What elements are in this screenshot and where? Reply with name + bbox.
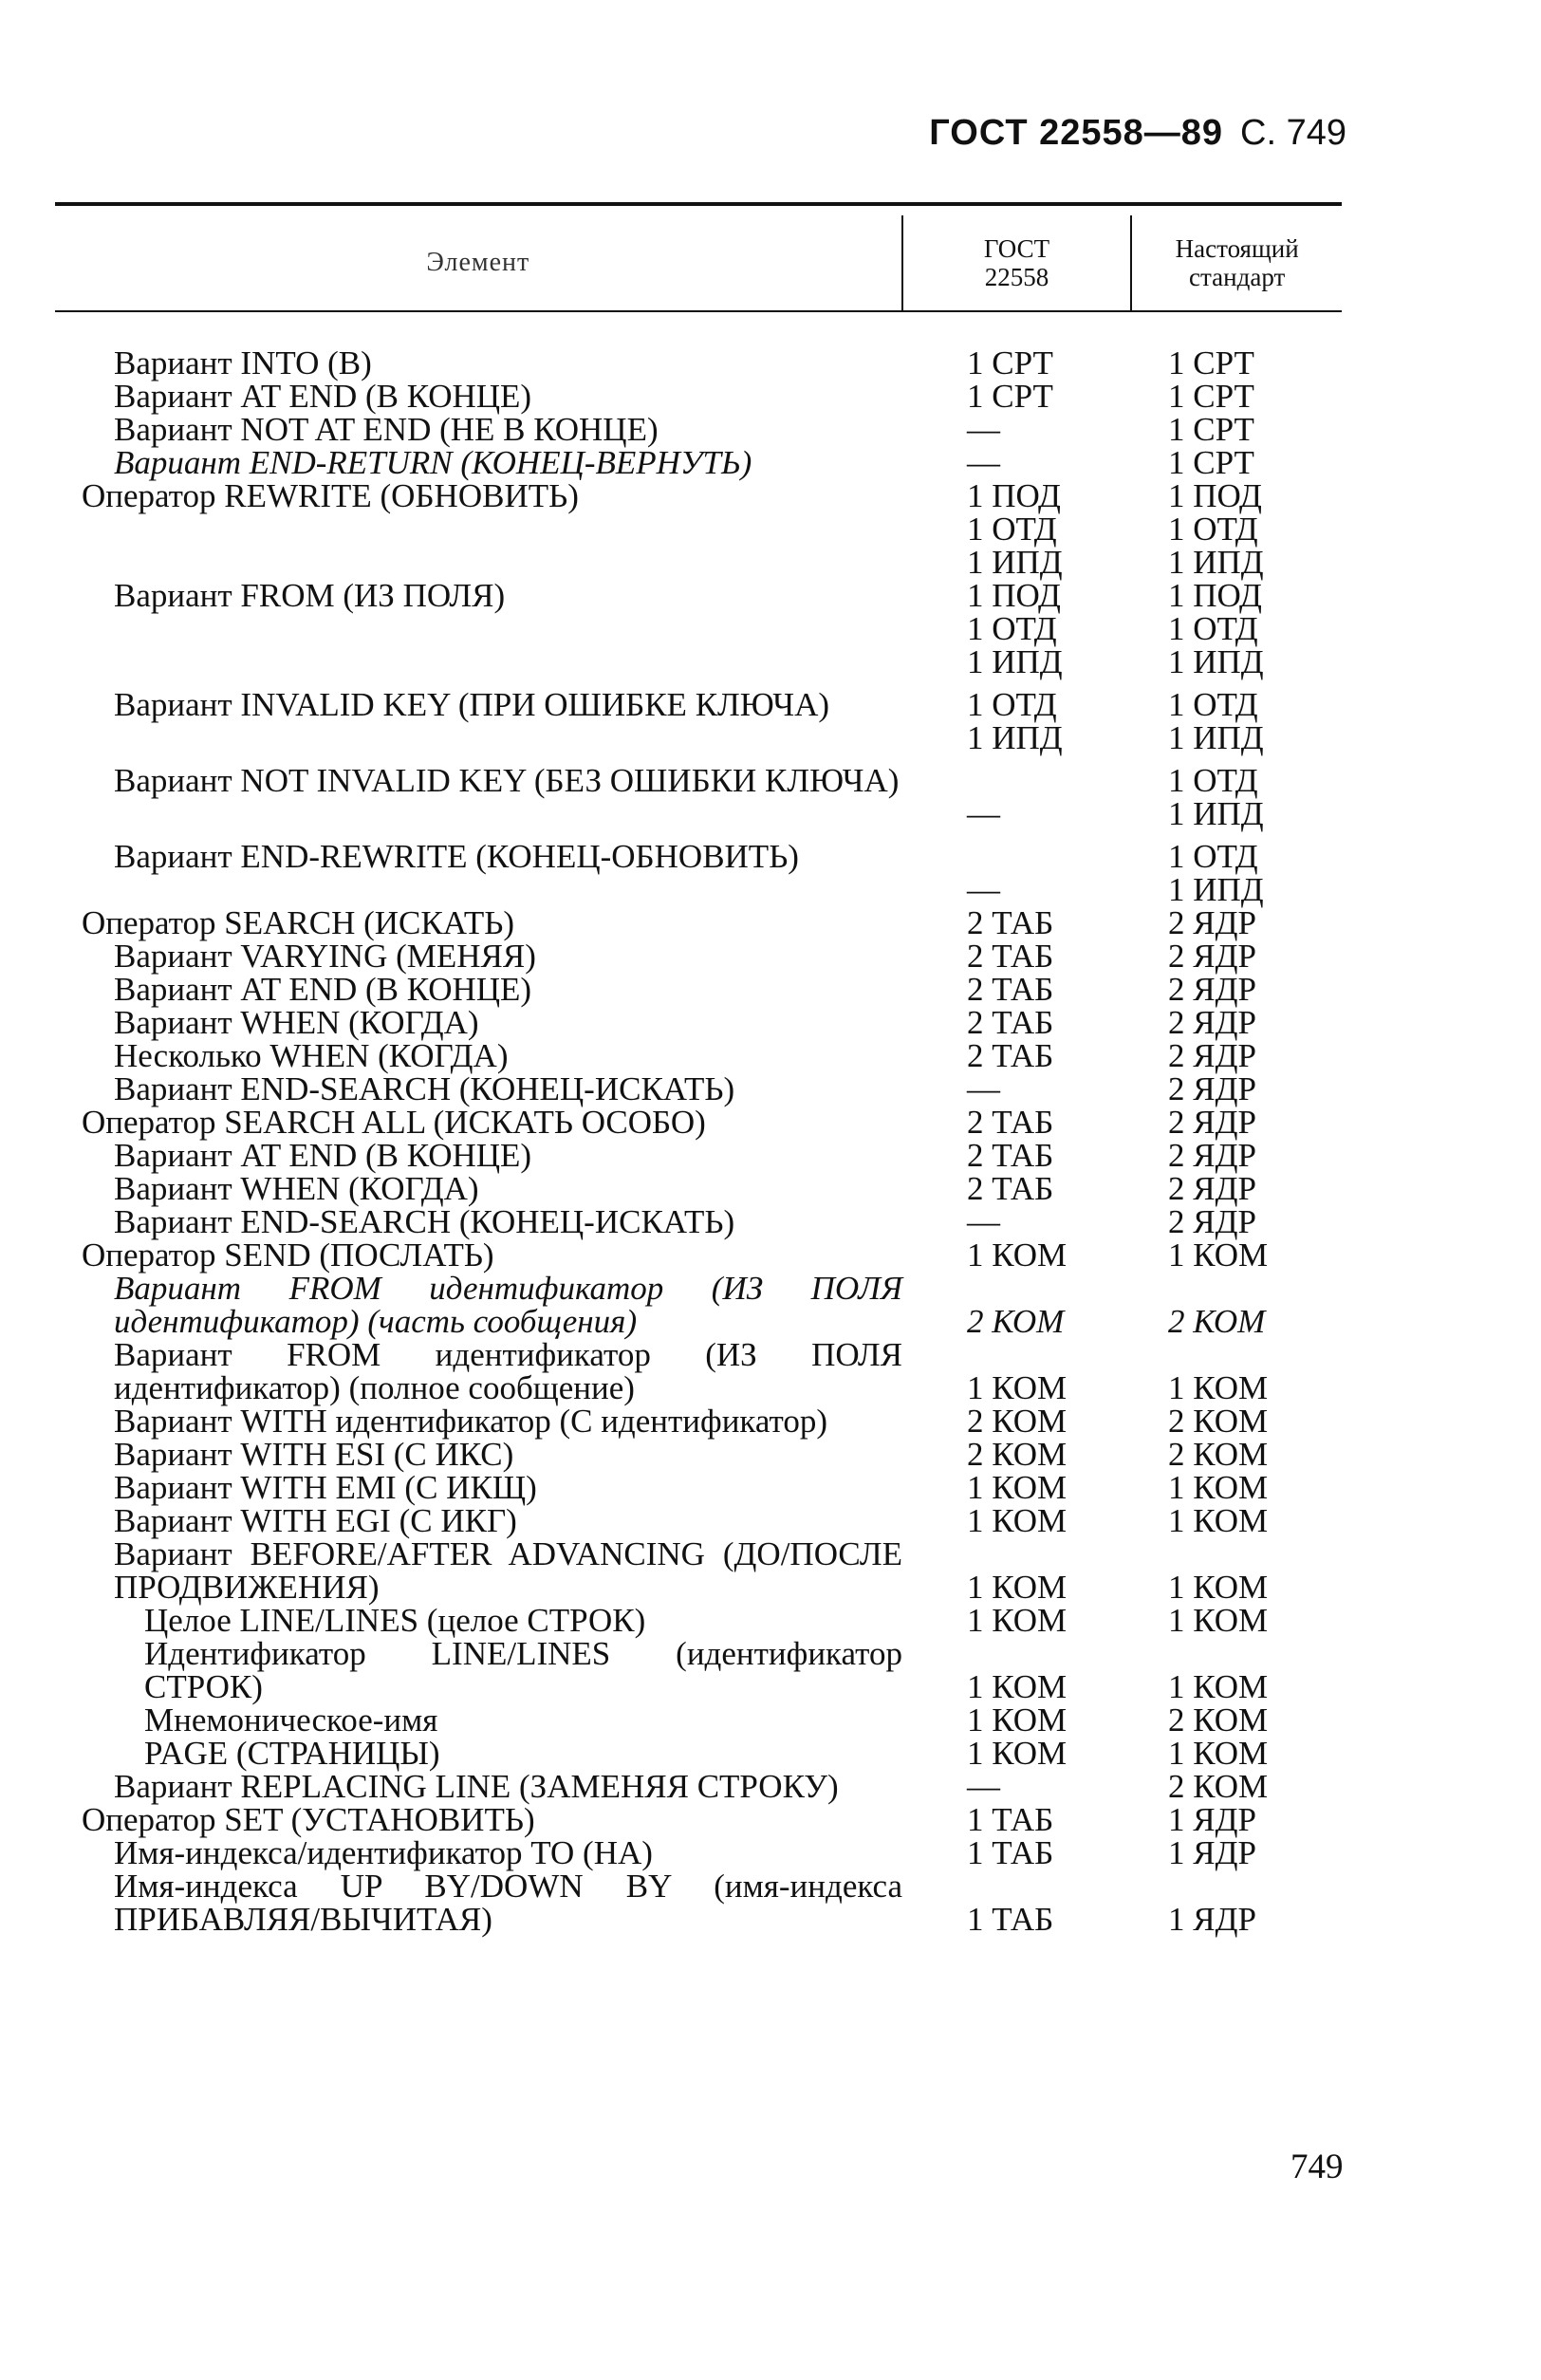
table-top-rule [55, 202, 1342, 206]
element-cell: Вариант END-RETURN (КОНЕЦ-ВЕРНУТЬ) [114, 444, 752, 481]
standard-cell [1130, 688, 1340, 754]
standard-cell [1130, 840, 1340, 906]
standard-value: 1 КОМ [1168, 1469, 1269, 1506]
gost-value: — [967, 411, 1000, 448]
element-cell: Вариант WITH ESI (С ИКС) [114, 1436, 514, 1473]
table-row [55, 1172, 1342, 1205]
standard-value: 1 ИПД [1168, 643, 1264, 680]
gost-cell [902, 1537, 1130, 1604]
table-row [55, 1106, 1342, 1139]
element-cell: Вариант FROM идентификатор (ИЗ ПОЛЯ идентификатор) (полное сообщение) [114, 1336, 911, 1406]
standard-cell [1130, 579, 1340, 679]
standard-cell [1130, 1006, 1340, 1039]
standard-cell [1130, 1039, 1340, 1072]
standard-value: 2 ЯДР [1168, 904, 1256, 941]
standard-cell [1130, 1770, 1340, 1803]
gost-value: 2 ТАБ [967, 971, 1054, 1008]
standard-value: 1 ОТД [1168, 511, 1258, 548]
gost-value: 1 КОМ [967, 1236, 1068, 1274]
table-row [55, 479, 1342, 579]
table-row [55, 1072, 1342, 1106]
gost-value: 1 КОМ [967, 1602, 1068, 1639]
table-row [55, 1604, 1342, 1637]
gost-value: 2 ТАБ [967, 938, 1054, 975]
gost-cell [902, 1438, 1130, 1471]
standard-cell [1130, 1803, 1340, 1836]
gost-value: 2 ТАБ [967, 1004, 1054, 1041]
standard-value: 1 КОМ [1168, 1668, 1269, 1705]
standard-cell [1130, 1836, 1340, 1869]
gost-cell [902, 346, 1130, 380]
gost-cell [902, 1072, 1130, 1106]
table-row [55, 1637, 1342, 1703]
table-header [55, 215, 1342, 310]
element-cell: Вариант END-SEARCH (КОНЕЦ-ИСКАТЬ) [114, 1070, 735, 1107]
element-cell: Вариант WHEN (КОГДА) [114, 1170, 479, 1207]
standard-cell [1130, 1703, 1340, 1737]
element-cell: Целое LINE/LINES (целое СТРОК) [144, 1602, 646, 1639]
gost-cell [902, 1205, 1130, 1238]
element-cell: Мнемоническое-имя [144, 1701, 438, 1739]
standard-cell [1130, 1072, 1340, 1106]
table-row [55, 1205, 1342, 1238]
gost-value: 2 КОМ [967, 1303, 1065, 1340]
standard-value: 2 КОМ [1168, 1768, 1269, 1805]
standard-cell [1130, 446, 1340, 479]
standard-value: 1 КОМ [1168, 1236, 1269, 1274]
element-cell: Вариант VARYING (МЕНЯЯ) [114, 938, 536, 975]
gost-cell [902, 1039, 1130, 1072]
gost-cell [902, 1703, 1130, 1737]
column-header-line: стандарт [1189, 263, 1286, 291]
standard-value: 2 ЯДР [1168, 1170, 1256, 1207]
table-row [55, 1006, 1342, 1039]
table-row [55, 1404, 1342, 1438]
gost-value: 1 ТАБ [967, 1801, 1054, 1838]
standard-value: 2 КОМ [1168, 1436, 1269, 1473]
standard-cell [1130, 1737, 1340, 1770]
standard-cell [1130, 1438, 1340, 1471]
standard-cell [1130, 1637, 1340, 1703]
element-cell: Вариант WITH EMI (С ИКЩ) [114, 1469, 537, 1506]
gost-cell [902, 1504, 1130, 1537]
table-row [55, 840, 1342, 906]
standard-value: 1 ОТД [1168, 610, 1258, 647]
standard-value: 1 КОМ [1168, 1735, 1269, 1772]
standard-cell [1130, 1238, 1340, 1272]
standard-value: 1 ЯДР [1168, 1901, 1256, 1938]
gost-cell [902, 1404, 1130, 1438]
standard-cell [1130, 1205, 1340, 1238]
standard-value: 2 КОМ [1168, 1403, 1269, 1440]
gost-cell [902, 906, 1130, 939]
standard-value: 2 ЯДР [1168, 1070, 1256, 1107]
gost-value: 2 ТАБ [967, 904, 1054, 941]
table-row [55, 764, 1342, 830]
element-cell: Оператор REWRITE (ОБНОВИТЬ) [82, 477, 579, 514]
standard-value: 1 КОМ [1168, 1369, 1269, 1406]
element-cell: Вариант END-SEARCH (КОНЕЦ-ИСКАТЬ) [114, 1203, 735, 1240]
gost-cell [902, 1637, 1130, 1703]
column-header-line: ГОСТ [983, 234, 1050, 263]
element-cell: Вариант FROM идентификатор (ИЗ ПОЛЯ идентификатор) (часть сообщения) [114, 1270, 911, 1340]
standard-value: 2 ЯДР [1168, 1004, 1256, 1041]
standard-value: 1 СРТ [1168, 378, 1254, 415]
gost-value: 1 ТАБ [967, 1834, 1054, 1871]
page-header [929, 112, 1346, 154]
standard-cell [1130, 906, 1340, 939]
standard-cell [1130, 1604, 1340, 1637]
standard-cell [1130, 346, 1340, 380]
standard-value: 1 ОТД [1168, 838, 1258, 875]
standard-value: 2 ЯДР [1168, 1203, 1256, 1240]
element-cell: Вариант AT END (В КОНЦЕ) [114, 1137, 532, 1174]
gost-cell [902, 973, 1130, 1006]
table-row [55, 579, 1342, 679]
element-cell: Вариант WITH EGI (С ИКГ) [114, 1502, 517, 1539]
column-header-line: 22558 [984, 263, 1049, 291]
element-cell: Вариант FROM (ИЗ ПОЛЯ) [114, 577, 506, 614]
gost-value: 1 КОМ [967, 1701, 1068, 1739]
gost-value: 2 ТАБ [967, 1104, 1054, 1141]
standard-cell [1130, 1272, 1340, 1338]
table-row [55, 1039, 1342, 1072]
standard-value: 2 ЯДР [1168, 1037, 1256, 1074]
gost-value: 1 ТАБ [967, 1901, 1054, 1938]
gost-value: 1 КОМ [967, 1369, 1068, 1406]
standard-value: 1 ЯДР [1168, 1834, 1256, 1871]
element-cell: Вариант WITH идентификатор (С идентификатор) [114, 1403, 828, 1440]
standard-value: 1 ЯДР [1168, 1801, 1256, 1838]
gost-value: 1 КОМ [967, 1569, 1068, 1606]
standard-cell [1130, 1504, 1340, 1537]
standard-value: 2 ЯДР [1168, 1104, 1256, 1141]
gost-value: 2 ТАБ [967, 1170, 1054, 1207]
gost-value: 1 ИПД [967, 544, 1063, 581]
standard-cell [1130, 1338, 1340, 1404]
gost-value: 1 ИПД [967, 643, 1063, 680]
gost-value: 2 ТАБ [967, 1037, 1054, 1074]
gost-value: 1 ПОД [967, 577, 1061, 614]
gost-cell [902, 764, 1130, 830]
element-cell: Вариант BEFORE/AFTER ADVANCING (ДО/ПОСЛЕ ПРОДВИЖЕНИЯ) [114, 1535, 911, 1606]
standard-cell [1130, 1471, 1340, 1504]
table-row [55, 380, 1342, 413]
comparison-table [55, 202, 1342, 1936]
element-cell: Вариант NOT AT END (НЕ В КОНЦЕ) [114, 411, 659, 448]
gost-value: — [967, 1768, 1000, 1805]
gost-cell [902, 1006, 1130, 1039]
gost-cell [902, 1172, 1130, 1205]
gost-value: 2 ТАБ [967, 1137, 1054, 1174]
gost-cell [902, 1272, 1130, 1338]
standard-value: 1 ПОД [1168, 577, 1262, 614]
standard-value: 1 ИПД [1168, 544, 1264, 581]
standard-value: 1 КОМ [1168, 1502, 1269, 1539]
standard-value: 2 ЯДР [1168, 971, 1256, 1008]
table-row [55, 1836, 1342, 1869]
gost-value: 1 КОМ [967, 1502, 1068, 1539]
standard-value: 2 ЯДР [1168, 1137, 1256, 1174]
standard-number: ГОСТ 22558—89 [929, 113, 1224, 153]
table-row [55, 1869, 1342, 1936]
standard-value: 1 ИПД [1168, 719, 1264, 756]
gost-cell [902, 1238, 1130, 1272]
gost-value: — [967, 871, 1000, 908]
gost-cell [902, 1604, 1130, 1637]
gost-cell [902, 1737, 1130, 1770]
column-header-line: Настоящий [1175, 234, 1299, 263]
element-cell: Имя-индекса UP BY/DOWN BY (имя-индекса ПРИБАВЛЯЯ/ВЫЧИТАЯ) [114, 1868, 911, 1938]
table-row [55, 1504, 1342, 1537]
table-row [55, 1703, 1342, 1737]
table-row [55, 1438, 1342, 1471]
column-header-element: Элемент [426, 248, 530, 277]
table-row [55, 1238, 1342, 1272]
gost-value: — [967, 1070, 1000, 1107]
standard-cell [1130, 764, 1340, 830]
standard-value: 1 КОМ [1168, 1569, 1269, 1606]
table-row [55, 1471, 1342, 1504]
gost-value: 2 КОМ [967, 1436, 1068, 1473]
standard-value: 1 ИПД [1168, 871, 1264, 908]
gost-value: 1 СРТ [967, 344, 1053, 381]
gost-value: — [967, 1203, 1000, 1240]
gost-cell [902, 446, 1130, 479]
element-cell: PAGE (СТРАНИЦЫ) [144, 1735, 440, 1772]
table-row [55, 939, 1342, 973]
gost-cell [902, 579, 1130, 679]
gost-value: 1 КОМ [967, 1735, 1068, 1772]
table-row [55, 1537, 1342, 1604]
gost-value: 1 СРТ [967, 378, 1053, 415]
gost-cell [902, 413, 1130, 446]
element-cell: Вариант END-REWRITE (КОНЕЦ-ОБНОВИТЬ) [114, 838, 799, 875]
element-cell: Вариант NOT INVALID KEY (БЕЗ ОШИБКИ КЛЮЧА) [114, 762, 900, 799]
table-row [55, 1338, 1342, 1404]
gost-value: — [967, 795, 1000, 832]
element-cell: Оператор SEND (ПОСЛАТЬ) [82, 1236, 494, 1274]
element-cell: Несколько WHEN (КОГДА) [114, 1037, 509, 1074]
element-cell: Идентификатор LINE/LINES (идентификатор СТРОК) [144, 1635, 911, 1705]
gost-value: 1 ИПД [967, 719, 1063, 756]
table-row [55, 688, 1342, 754]
gost-cell [902, 1803, 1130, 1836]
element-cell: Оператор SET (УСТАНОВИТЬ) [82, 1801, 535, 1838]
gost-value: — [967, 444, 1000, 481]
standard-value: 1 СРТ [1168, 444, 1254, 481]
gost-value: 1 ПОД [967, 477, 1061, 514]
standard-value: 1 ИПД [1168, 795, 1264, 832]
table-row [55, 413, 1342, 446]
gost-cell [902, 1836, 1130, 1869]
element-cell: Вариант AT END (В КОНЦЕ) [114, 971, 532, 1008]
standard-cell [1130, 973, 1340, 1006]
gost-value: 1 КОМ [967, 1469, 1068, 1506]
standard-cell [1130, 939, 1340, 973]
standard-value: 1 КОМ [1168, 1602, 1269, 1639]
standard-cell [1130, 380, 1340, 413]
standard-value: 2 КОМ [1168, 1303, 1266, 1340]
table-row [55, 446, 1342, 479]
gost-cell [902, 939, 1130, 973]
table-row [55, 973, 1342, 1006]
standard-value: 2 КОМ [1168, 1701, 1269, 1739]
gost-cell [902, 1139, 1130, 1172]
element-cell: Вариант INVALID KEY (ПРИ ОШИБКЕ КЛЮЧА) [114, 686, 830, 723]
table-row [55, 906, 1342, 939]
gost-cell [902, 380, 1130, 413]
gost-value: 1 ОТД [967, 511, 1057, 548]
standard-value: 1 СРТ [1168, 411, 1254, 448]
gost-cell [902, 688, 1130, 754]
table-row [55, 1803, 1342, 1836]
element-cell: Вариант AT END (В КОНЦЕ) [114, 378, 532, 415]
gost-cell [902, 1106, 1130, 1139]
standard-value: 1 ОТД [1168, 762, 1258, 799]
gost-cell [902, 1471, 1130, 1504]
gost-cell [902, 840, 1130, 906]
table-row [55, 1272, 1342, 1338]
standard-value: 2 ЯДР [1168, 938, 1256, 975]
gost-cell [902, 1770, 1130, 1803]
standard-value: 1 ОТД [1168, 686, 1258, 723]
standard-cell [1130, 1537, 1340, 1604]
standard-value: 1 СРТ [1168, 344, 1254, 381]
element-cell: Оператор SEARCH (ИСКАТЬ) [82, 904, 515, 941]
element-cell: Вариант WHEN (КОГДА) [114, 1004, 479, 1041]
gost-cell [902, 1338, 1130, 1404]
standard-cell [1130, 1106, 1340, 1139]
standard-cell [1130, 1139, 1340, 1172]
column-header-standard [1130, 215, 1342, 310]
standard-cell [1130, 413, 1340, 446]
element-cell: Вариант REPLACING LINE (ЗАМЕНЯЯ СТРОКУ) [114, 1768, 839, 1805]
table-row [55, 1139, 1342, 1172]
standard-cell [1130, 479, 1340, 579]
table-row [55, 346, 1342, 380]
table-header-rule [55, 310, 1342, 312]
standard-value: 1 ПОД [1168, 477, 1262, 514]
gost-value: 1 КОМ [967, 1668, 1068, 1705]
element-cell: Имя-индекса/идентификатор TO (НА) [114, 1834, 653, 1871]
element-cell: Вариант INTO (В) [114, 344, 372, 381]
gost-value: 2 КОМ [967, 1403, 1068, 1440]
table-row [55, 1737, 1342, 1770]
element-cell: Оператор SEARCH ALL (ИСКАТЬ ОСОБО) [82, 1104, 706, 1141]
standard-cell [1130, 1869, 1340, 1936]
gost-value: 1 ОТД [967, 610, 1057, 647]
column-header-gost [901, 215, 1131, 310]
table-body [55, 346, 1342, 1936]
page-number: 749 [1290, 2148, 1344, 2186]
header-page-number: С. 749 [1240, 113, 1346, 153]
standard-cell [1130, 1404, 1340, 1438]
gost-cell [902, 1869, 1130, 1936]
table-row [55, 1770, 1342, 1803]
standard-cell [1130, 1172, 1340, 1205]
gost-value: 1 ОТД [967, 686, 1057, 723]
gost-cell [902, 479, 1130, 579]
